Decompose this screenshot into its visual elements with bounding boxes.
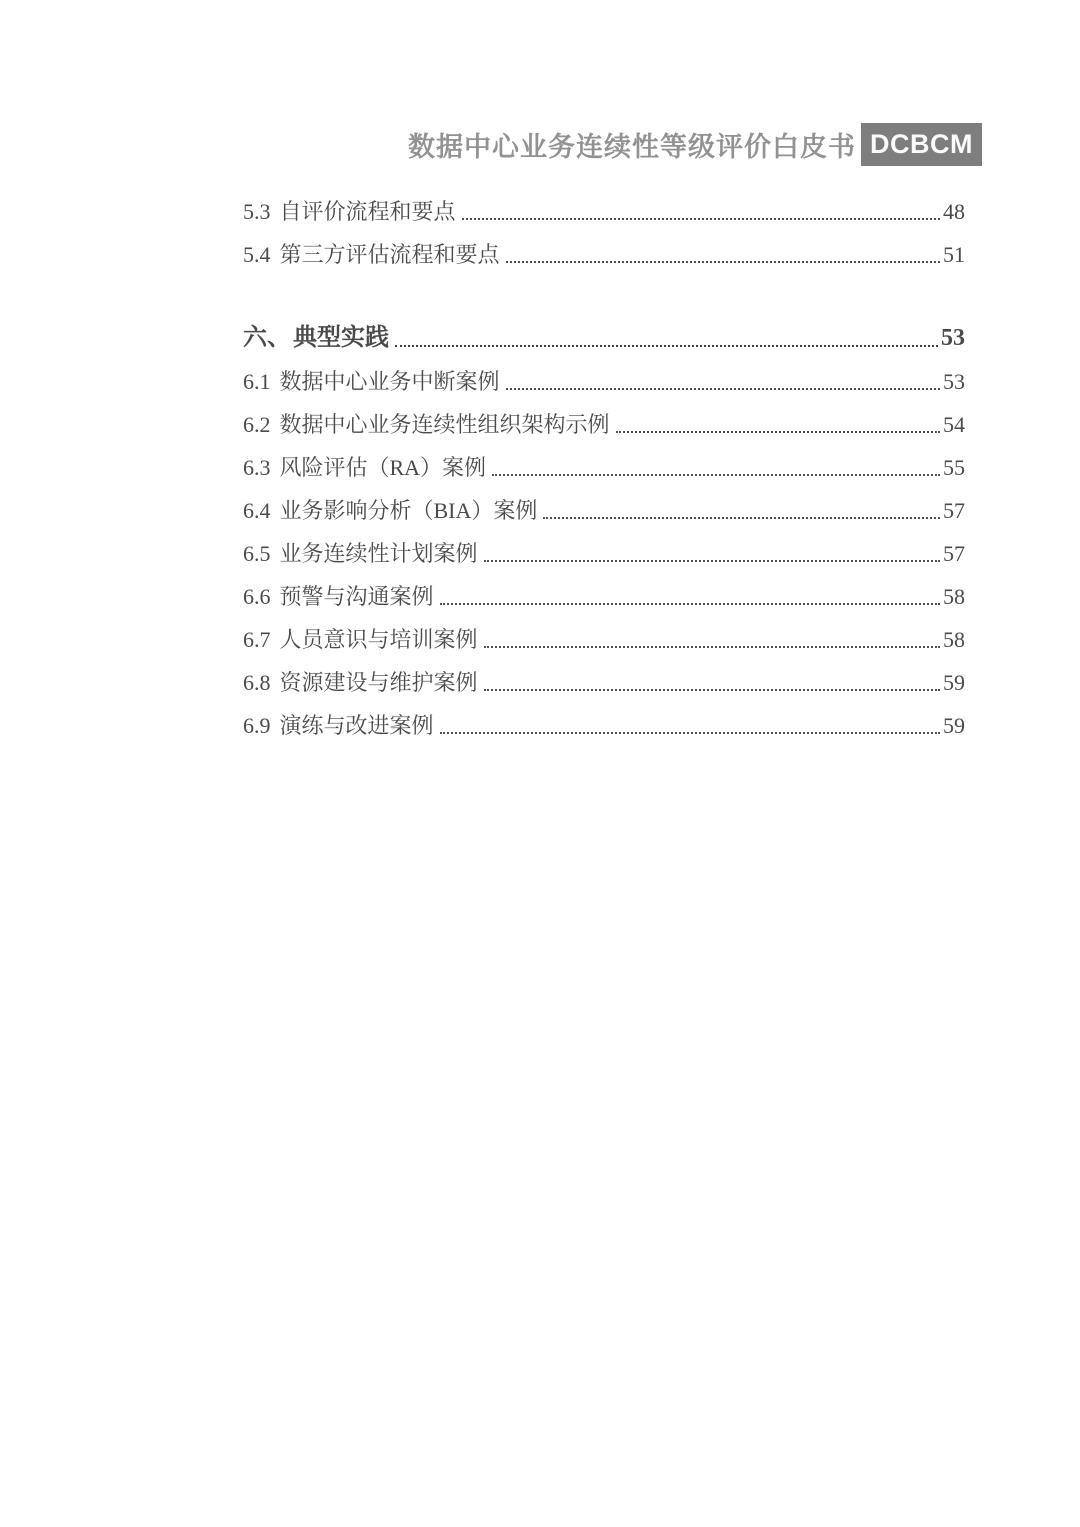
toc-entry-page: 58 [943,627,965,652]
toc-entry [243,659,965,702]
toc-entry-label [243,457,486,479]
toc-entry-title: 业务连续性计划案例 [279,541,478,566]
toc-entry-title: 业务影响分析（BIA）案例 [279,498,538,523]
toc-entry-label [243,543,478,565]
toc-entry-label [243,201,456,223]
toc-entry-number: 6.5 [243,541,271,566]
toc-entry-title: 预警与沟通案例 [279,584,434,609]
toc-entry-label [243,500,537,522]
toc-entry-number: 6.4 [243,498,271,523]
toc-entry-number: 6.6 [243,584,271,609]
toc-entry-label [243,586,434,608]
toc-entry-label [243,672,478,694]
leader-dots [462,218,940,220]
leader-dots [440,732,940,734]
table-of-contents [243,188,965,745]
toc-entry-number: 6.1 [243,369,271,394]
toc-entry-page: 57 [943,541,965,566]
leader-dots [484,689,940,691]
toc-entry-title: 演练与改进案例 [279,713,434,738]
toc-entry [243,616,965,659]
toc-entry-title: 人员意识与培训案例 [279,627,478,652]
toc-entry [243,231,965,274]
toc-entry-page: 55 [943,455,965,480]
toc-entry [243,487,965,530]
toc-entry-number: 6.2 [243,412,271,437]
leader-dots [492,474,940,476]
toc-entry-title: 风险评估（RA）案例 [279,455,487,480]
toc-entry [243,530,965,573]
toc-entry [243,358,965,401]
leader-dots [395,345,938,347]
toc-entry [243,444,965,487]
toc-entry-number: 5.3 [243,199,271,224]
toc-entry-title: 第三方评估流程和要点 [279,242,500,267]
leader-dots [484,646,940,648]
toc-entry-page: 51 [943,242,965,267]
toc-entry-label [243,715,434,737]
toc-entry-label [243,371,500,393]
toc-entry-page: 54 [943,412,965,437]
toc-entry-page: 53 [943,369,965,394]
document-title: 数据中心业务连续性等级评价白皮书 [408,132,856,162]
leader-dots [616,431,940,433]
toc-entry [243,401,965,444]
toc-entry-page: 59 [943,670,965,695]
toc-entry-number: 六、 [243,325,291,351]
toc-entry-page: 48 [943,199,965,224]
toc-entry [243,188,965,231]
toc-entry-page: 57 [943,498,965,523]
leader-dots [506,388,940,390]
toc-entry-label [243,326,389,350]
leader-dots [543,517,940,519]
leader-dots [484,560,940,562]
toc-entry-number: 6.8 [243,670,271,695]
toc-entry-title: 数据中心业务中断案例 [279,369,500,394]
toc-entry-page: 59 [943,713,965,738]
toc-entry-title: 典型实践 [293,325,389,351]
toc-entry-number: 6.3 [243,455,271,480]
toc-entry-title: 资源建设与维护案例 [279,670,478,695]
toc-entry [243,573,965,616]
toc-entry-number: 5.4 [243,242,271,267]
page-header [408,123,982,166]
toc-entry-page: 53 [941,325,965,351]
toc-section-heading [243,315,965,358]
toc-entry-title: 自评价流程和要点 [279,199,456,224]
toc-entry-label [243,244,500,266]
toc-entry-label [243,414,610,436]
toc-entry-page: 58 [943,584,965,609]
toc-entry-number: 6.9 [243,713,271,738]
leader-dots [506,261,940,263]
toc-entry-label [243,629,478,651]
toc-entry [243,702,965,745]
toc-entry-title: 数据中心业务连续性组织架构示例 [279,412,610,437]
leader-dots [440,603,940,605]
toc-entry-number: 6.7 [243,627,271,652]
dcbcm-badge: DCBCM [861,123,982,166]
